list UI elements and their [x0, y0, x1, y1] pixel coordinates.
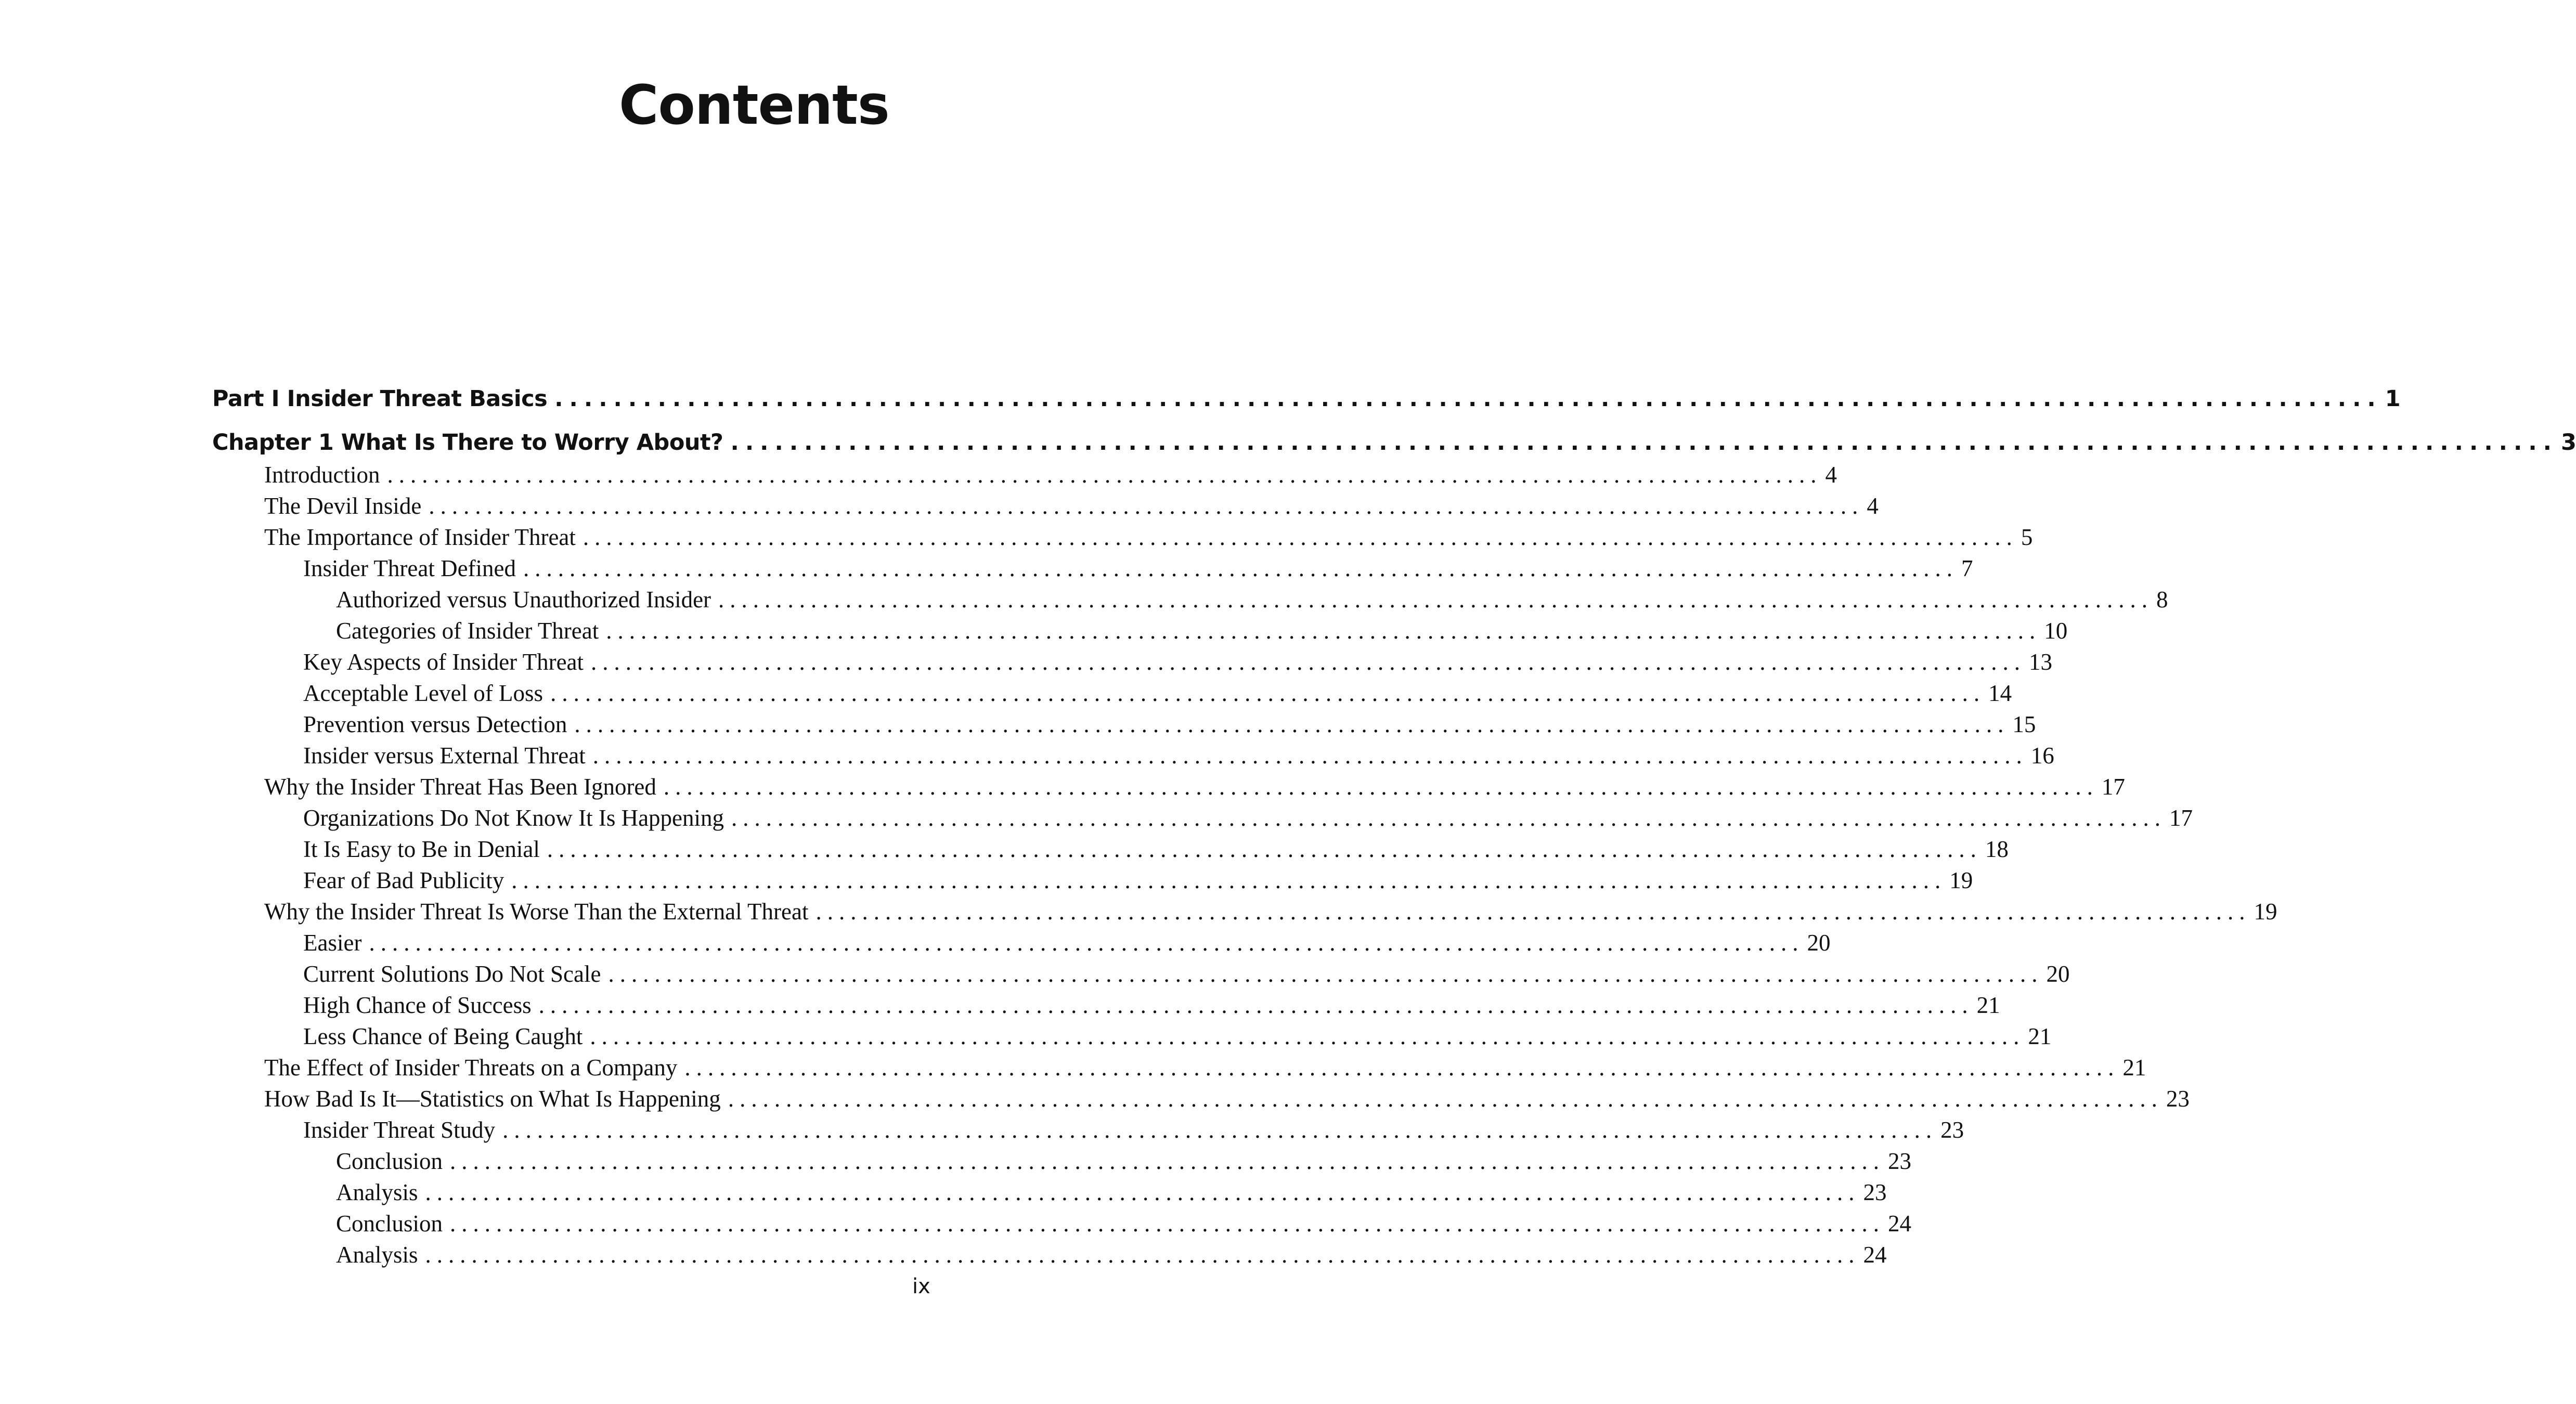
toc-entry-page: 7 [1961, 555, 1973, 581]
toc-entry[interactable] [303, 992, 2000, 1023]
toc-entry[interactable] [336, 586, 2168, 617]
toc-entry[interactable] [303, 867, 1973, 898]
toc-entry-label: Conclusion [336, 1211, 443, 1237]
toc-entry-page: 20 [1807, 930, 1831, 956]
toc-entry-label: Chapter 1 What Is There to Worry About? [212, 430, 723, 456]
toc-entry-label: Prevention versus Detection [303, 711, 567, 737]
toc-entry-label: Insider versus External Threat [303, 743, 586, 769]
dot-leader: ............................................................................................................................ [608, 961, 2043, 987]
dot-leader: ............................................................................................................................ [590, 1023, 2025, 1049]
toc-entry-page: 23 [2166, 1086, 2190, 1112]
toc-entry-page: 8 [2156, 587, 2168, 613]
toc-entry-part-1[interactable] [212, 386, 2401, 417]
toc-entry-page: 21 [2122, 1055, 2146, 1081]
toc-entry-label: Key Aspects of Insider Threat [303, 649, 584, 675]
toc-entry[interactable] [303, 804, 2193, 836]
toc-entry[interactable] [303, 555, 1973, 586]
dot-leader: ............................................................................................................................ [502, 1117, 1938, 1143]
toc-entry[interactable] [264, 898, 2277, 929]
toc-entry-page: 20 [2046, 961, 2070, 987]
toc-entry[interactable] [264, 524, 2033, 555]
toc-entry[interactable] [303, 711, 2036, 742]
toc-entry-label: Analysis [336, 1242, 418, 1268]
toc-entry-label: It Is Easy to Be in Denial [303, 836, 540, 862]
toc-entry-page: 21 [2028, 1023, 2052, 1049]
toc-entry-label: Authorized versus Unauthorized Insider [336, 587, 711, 613]
toc-entry-page: 14 [1988, 680, 2012, 706]
dot-leader: ............................................................................................................................ [731, 805, 2167, 831]
dot-leader: ............................................................................................................................ [538, 992, 1974, 1018]
toc-entry-page: 21 [1976, 992, 2000, 1018]
toc-entry-label: The Effect of Insider Threats on a Company [264, 1055, 678, 1081]
toc-entry[interactable] [303, 742, 2054, 773]
toc-entry-page: 3 [2561, 430, 2576, 456]
dot-leader: ............................................................................................................................ [730, 430, 2558, 456]
toc-entry-label: High Chance of Success [303, 992, 532, 1018]
toc-entry[interactable] [264, 461, 1837, 492]
dot-leader: ............................................................................................................................ [450, 1211, 1885, 1237]
dot-leader: ............................................................................................................................ [387, 462, 1822, 488]
dot-leader: ............................................................................................................................ [554, 386, 2382, 412]
toc-entry-page: 5 [2021, 524, 2033, 550]
toc-entry-page: 17 [2169, 805, 2193, 831]
toc-entry[interactable] [336, 617, 2068, 648]
toc-entry-page: 10 [2044, 618, 2068, 644]
toc-entry-label: Introduction [264, 462, 380, 488]
toc-entry-page: 23 [1888, 1148, 1912, 1174]
toc-entry-page: 16 [2030, 743, 2054, 769]
toc-entry-page: 24 [1888, 1211, 1912, 1237]
dot-leader: ............................................................................................................................ [550, 680, 1986, 706]
toc-entry-label: Acceptable Level of Loss [303, 680, 543, 706]
toc-entry[interactable] [264, 773, 2125, 804]
toc-entry-label: Less Chance of Being Caught [303, 1023, 583, 1049]
toc-entry[interactable] [303, 836, 2009, 867]
toc-entry-label: Current Solutions Do Not Scale [303, 961, 601, 987]
toc-entry[interactable] [336, 1241, 1887, 1272]
toc-entry[interactable] [303, 1116, 1964, 1148]
toc-entry-page: 4 [1867, 493, 1879, 519]
toc-entry[interactable] [303, 680, 2012, 711]
dot-leader: ............................................................................................................................ [574, 711, 2010, 737]
dot-leader: ............................................................................................................................ [523, 555, 1958, 581]
toc-entry-label: Part I Insider Threat Basics [212, 386, 548, 412]
toc-entry-label: Organizations Do Not Know It Is Happening [303, 805, 724, 831]
toc-entry-page: 15 [2012, 711, 2036, 737]
toc-entry-label: Fear of Bad Publicity [303, 867, 504, 893]
dot-leader: ............................................................................................................................ [369, 930, 1804, 956]
toc-entry-label: Analysis [336, 1179, 418, 1205]
toc-entry-label: How Bad Is It—Statistics on What Is Happening [264, 1086, 721, 1112]
toc-entry-label: Easier [303, 930, 362, 956]
toc-entry[interactable] [264, 492, 1879, 524]
toc-entry-page: 19 [1949, 867, 1973, 893]
toc-entry-label: Conclusion [336, 1148, 443, 1174]
toc-entry-page: 4 [1825, 462, 1837, 488]
toc-entry-label: Categories of Insider Threat [336, 618, 599, 644]
dot-leader: ............................................................................................................................ [547, 836, 1982, 862]
toc-entry-page: 17 [2101, 774, 2125, 800]
dot-leader: ............................................................................................................................ [582, 524, 2018, 550]
toc-entry[interactable] [264, 1085, 2190, 1116]
toc-entry-page: 18 [1985, 836, 2009, 862]
toc-entry[interactable] [303, 648, 2053, 680]
toc-entry[interactable] [303, 960, 2070, 992]
toc-entry[interactable] [303, 929, 1831, 960]
dot-leader: ............................................................................................................................ [684, 1055, 2120, 1081]
toc-entry-label: The Devil Inside [264, 493, 422, 519]
toc-entry-page: 24 [1863, 1242, 1887, 1268]
toc-entry-label: Why the Insider Threat Has Been Ignored [264, 774, 656, 800]
dot-leader: ............................................................................................................................ [663, 774, 2099, 800]
toc-entry[interactable] [336, 1210, 1912, 1241]
toc-entry-label: Why the Insider Threat Is Worse Than the External Threat [264, 899, 809, 925]
dot-leader: ............................................................................................................................ [425, 1179, 1860, 1205]
dot-leader: ............................................................................................................................ [815, 899, 2251, 925]
dot-leader: ............................................................................................................................ [511, 867, 1947, 893]
toc-entry-chapter-1[interactable] [212, 430, 2576, 461]
dot-leader: ............................................................................................................................ [728, 1086, 2163, 1112]
toc-entry-page: 23 [1863, 1179, 1887, 1205]
toc-entry-label: Insider Threat Study [303, 1117, 496, 1143]
dot-leader: ............................................................................................................................ [450, 1148, 1885, 1174]
toc-entry-page: 19 [2254, 899, 2277, 925]
toc-entry-page: 1 [2385, 386, 2401, 412]
page-title: Contents [619, 73, 889, 137]
toc-entry-label: The Importance of Insider Threat [264, 524, 576, 550]
page-number: ix [912, 1275, 930, 1298]
dot-leader: ............................................................................................................................ [429, 493, 1864, 519]
dot-leader: ............................................................................................................................ [592, 743, 2028, 769]
dot-leader: ............................................................................................................................ [425, 1242, 1860, 1268]
toc-entry-label: Insider Threat Defined [303, 555, 516, 581]
toc-entry[interactable] [264, 1054, 2146, 1085]
dot-leader: ............................................................................................................................ [606, 618, 2041, 644]
toc-entry-page: 23 [1940, 1117, 1964, 1143]
toc-entry[interactable] [336, 1148, 1912, 1179]
dot-leader: ............................................................................................................................ [718, 587, 2154, 613]
toc-entry[interactable] [336, 1179, 1887, 1210]
toc-entry-page: 13 [2029, 649, 2053, 675]
dot-leader: ............................................................................................................................ [591, 649, 2026, 675]
toc-entry[interactable] [303, 1023, 2052, 1054]
